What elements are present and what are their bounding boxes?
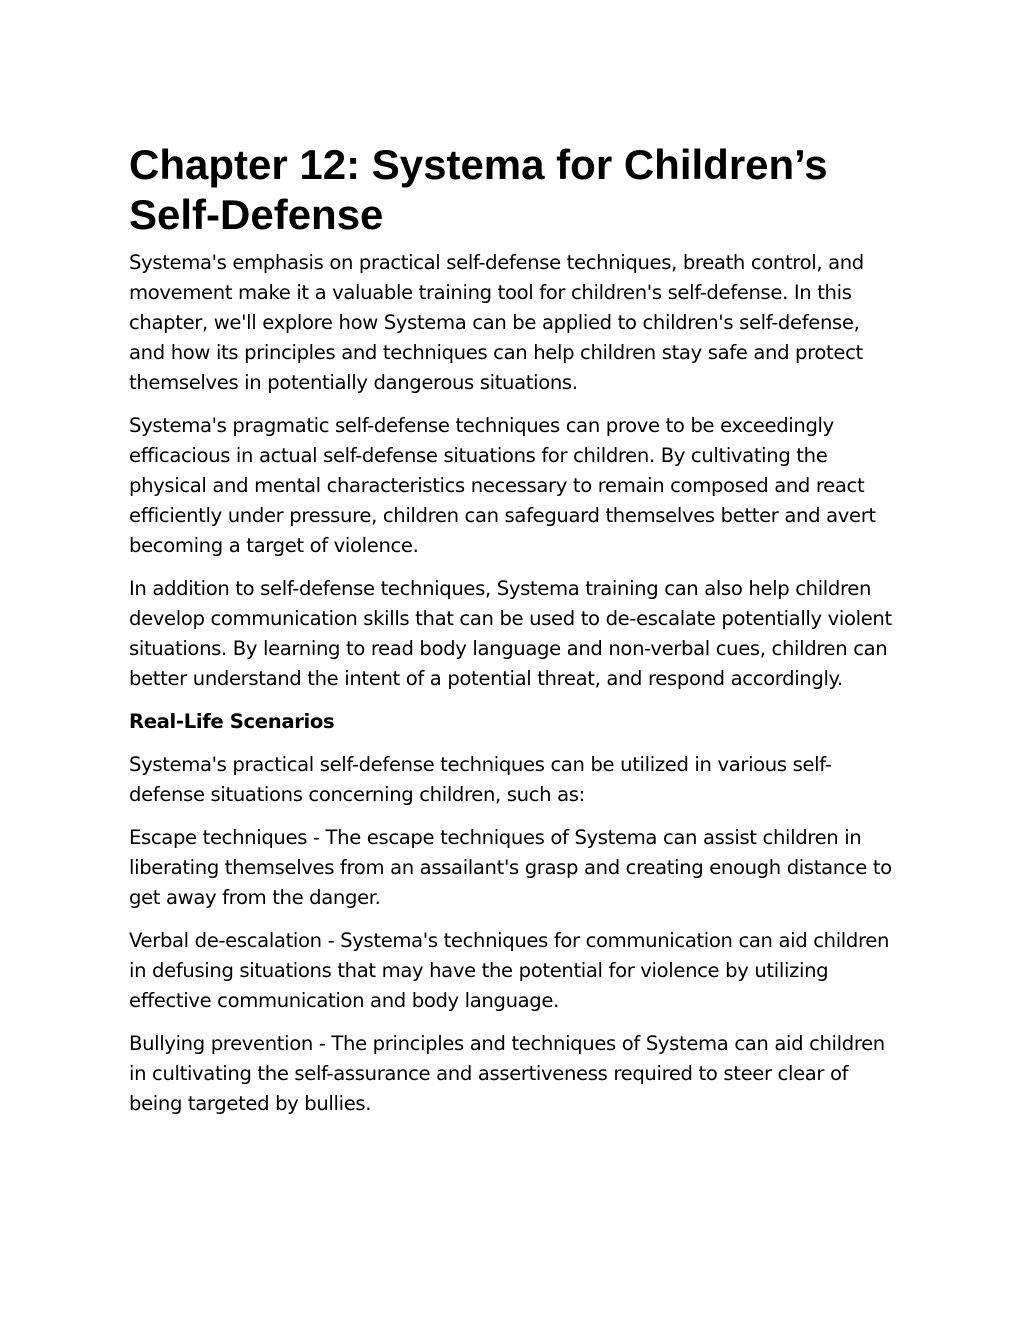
section-heading: Real-Life Scenarios — [129, 710, 335, 733]
intro-paragraph: Systema's emphasis on practical self-defense techniques, breath control, and movement make it a valuable training tool for children's self-defense. In this chapter, we'll explore how Systema can be applied to children's self-defense, and how its principles and techniques can help children stay safe and protect themselves in potentially dangerous situations. — [129, 251, 864, 394]
section-paragraph: Escape techniques - The escape techniques of Systema can assist children in liberating themselves from an assailant's grasp and creating enough distance to get away from the danger. — [129, 826, 892, 909]
chapter-title: Chapter 12: Systema for Children’s Self-Defense — [129, 141, 828, 238]
intro-paragraph: Systema's pragmatic self-defense techniques can prove to be exceedingly efficacious in actual self-defense situations for children. By cultivating the physical and mental characteristics necessary to remain composed and react efficiently under pressure, children can safeguard themselves better and avert becoming a target of violence. — [129, 414, 876, 557]
section-paragraph: Verbal de-escalation - Systema's techniques for communication can aid children in defusing situations that may have the potential for violence by utilizing effective communication and body language. — [129, 929, 890, 1012]
intro-paragraph: In addition to self-defense techniques, Systema training can also help children develop communication skills that can be used to de-escalate potentially violent situations. By learning to read body language and non-verbal cues, children can better understand the intent of a potential threat, and respond accordingly. — [129, 577, 892, 690]
section-paragraph: Systema's practical self-defense techniques can be utilized in various self-defense situations concerning children, such as: — [129, 753, 832, 806]
section-paragraph: Bullying prevention - The principles and techniques of Systema can aid children in cultivating the self-assurance and assertiveness required to steer clear of being targeted by bullies. — [129, 1032, 885, 1115]
page-content — [129, 140, 899, 1132]
